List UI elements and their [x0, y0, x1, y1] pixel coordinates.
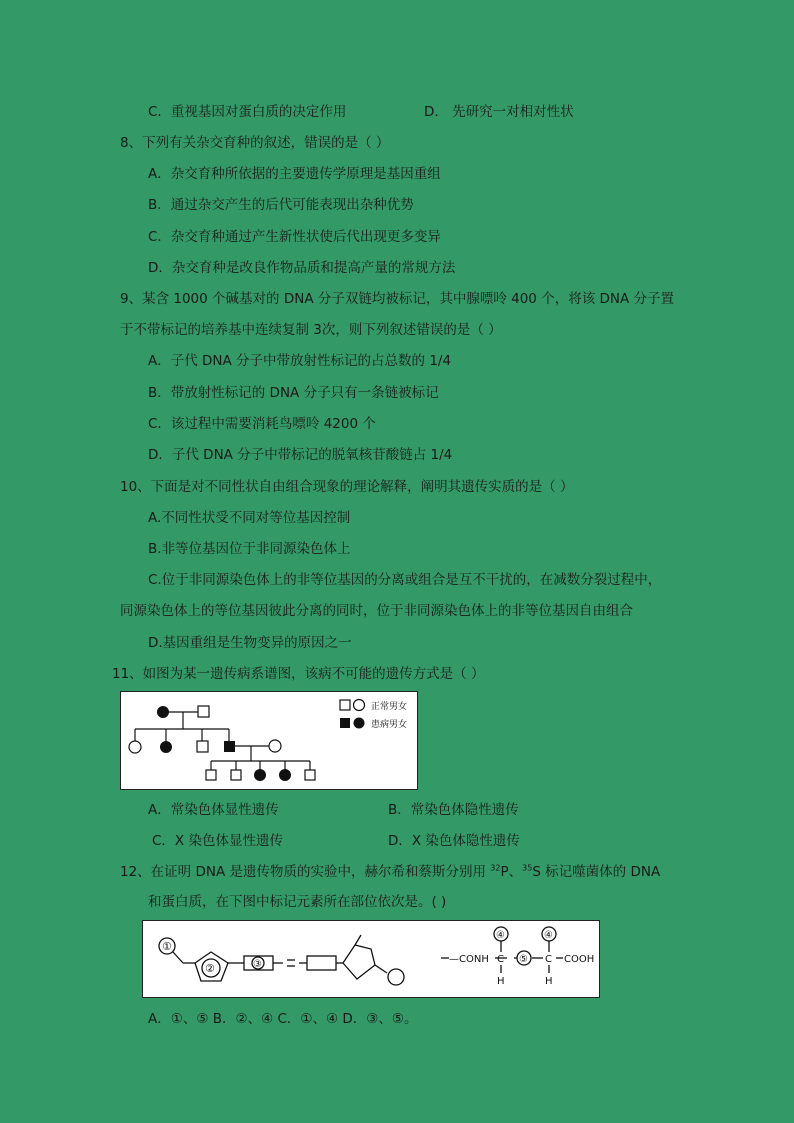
normal-male-gen1 — [198, 706, 209, 717]
affected-male-gen2 — [224, 741, 235, 752]
q12-stem-part-b: P、 — [500, 864, 523, 880]
label-1: ① — [162, 940, 172, 953]
q10-option-a: A.不同性状受不同对等位基因控制 — [148, 510, 351, 526]
normal-male-gen3-1 — [206, 770, 216, 780]
alpha-carbon-1: C — [497, 954, 504, 965]
q8-option-b: B．通过杂交产生的后代可能表现出杂种优势 — [148, 197, 414, 213]
q12-stem-line2: 和蛋白质，在下图中标记元素所在部位依次是。( ) — [148, 894, 447, 910]
q12-sup-35: 35 — [522, 863, 533, 873]
label-3: ③ — [253, 959, 262, 970]
normal-female-spouse — [269, 740, 281, 752]
affected-female-gen3-1 — [254, 769, 266, 781]
label-5: ⑤ — [519, 954, 528, 965]
phosphate-box-right — [307, 956, 336, 970]
normal-female-gen2 — [129, 741, 141, 753]
legend-affected-female-icon — [354, 718, 365, 729]
q9-option-d: D．子代 DNA 分子中带标记的脱氧核苷酸链占 1/4 — [148, 447, 453, 463]
affected-female-gen2 — [160, 741, 172, 753]
q12-stem-line1 — [120, 863, 660, 881]
cooh-group: COOH — [564, 954, 595, 965]
alpha-carbon-2: C — [545, 954, 552, 965]
label-4-left: ④ — [496, 930, 505, 941]
q12-sup-32: 32 — [490, 863, 501, 873]
q8-option-a: A．杂交育种所依据的主要遗传学原理是基因重组 — [148, 166, 441, 182]
normal-male-gen3-2 — [231, 770, 241, 780]
q11-option-b: B．常染色体隐性遗传 — [388, 802, 519, 818]
q10-option-d: D.基因重组是生物变异的原因之一 — [148, 635, 352, 651]
pentose-sugar-right — [343, 945, 375, 979]
normal-male-gen3-3 — [305, 770, 315, 780]
q8-stem: 8、下列有关杂交育种的叙述，错误的是（ ） — [120, 135, 390, 151]
q10-option-b: B.非等位基因位于非同源染色体上 — [148, 541, 351, 557]
base-circle — [388, 969, 404, 985]
q9-option-b: B．带放射性标记的 DNA 分子只有一条链被标记 — [148, 385, 439, 401]
q11-option-d: D．X 染色体隐性遗传 — [388, 833, 520, 849]
q12-stem-part-a: 12、在证明 DNA 是遗传物质的实验中，赫尔希和蔡斯分别用 — [120, 864, 491, 880]
q12-stem-part-c: S 标记噬菌体的 DNA — [532, 864, 661, 880]
q8-option-d: D．杂交育种是改良作物品质和提高产量的常规方法 — [148, 260, 456, 276]
legend-normal-label: 正常男女 — [371, 702, 408, 712]
q9-option-a: A．子代 DNA 分子中带放射性标记的占总数的 1/4 — [148, 353, 452, 369]
label-4-right: ④ — [544, 930, 553, 941]
label-2: ② — [205, 962, 215, 975]
q8-option-c: C．杂交育种通过产生新性状使后代出现更多变异 — [148, 229, 441, 245]
pedigree-chart — [120, 691, 418, 790]
q9-stem-line1: 9、某含 1000 个碱基对的 DNA 分子双链均被标记，其中腺嘌呤 400 个，将该 DNA 分子置 — [120, 291, 675, 307]
conh-group: —CONH — [449, 954, 489, 965]
legend-normal-male-icon — [340, 700, 350, 710]
affected-female-gen3-2 — [279, 769, 291, 781]
q11-stem: 11、如图为某一遗传病系谱图，该病不可能的遗传方式是（ ） — [112, 666, 485, 682]
q11-option-c: C．X 染色体显性遗传 — [152, 833, 283, 849]
legend-affected-label: 患病男女 — [371, 720, 408, 730]
q9-option-c: C．该过程中需要消耗鸟嘌呤 4200 个 — [148, 416, 376, 432]
q11-option-a: A．常染色体显性遗传 — [148, 802, 279, 818]
q7-option-d: D． 先研究一对相对性状 — [424, 104, 574, 120]
legend-affected-male-icon — [340, 718, 350, 728]
q9-stem-line2: 于不带标记的培养基中连续复制 3次，则下列叙述错误的是（ ） — [120, 322, 502, 338]
affected-female-gen1 — [157, 706, 169, 718]
legend-normal-female-icon — [354, 700, 365, 711]
hydrogen-2: H — [545, 976, 553, 987]
q10-option-c-line1: C.位于非同源染色体上的非等位基因的分离或组合是互不干扰的，在减数分裂过程中， — [148, 572, 662, 588]
q12-options: A．①、⑤ B．②、④ C．①、④ D．③、⑤。 — [148, 1011, 418, 1027]
q7-option-c: C．重视基因对蛋白质的决定作用 — [148, 104, 347, 120]
hydrogen-1: H — [497, 976, 505, 987]
q10-stem: 10、下面是对不同性状自由组合现象的理论解释，阐明其遗传实质的是（ ） — [120, 479, 574, 495]
normal-male-gen2 — [197, 741, 208, 752]
q10-option-c-line2: 同源染色体上的等位基因彼此分离的同时，位于非同源染色体上的非等位基因自由组合 — [120, 603, 633, 619]
molecule-diagram — [142, 920, 600, 998]
